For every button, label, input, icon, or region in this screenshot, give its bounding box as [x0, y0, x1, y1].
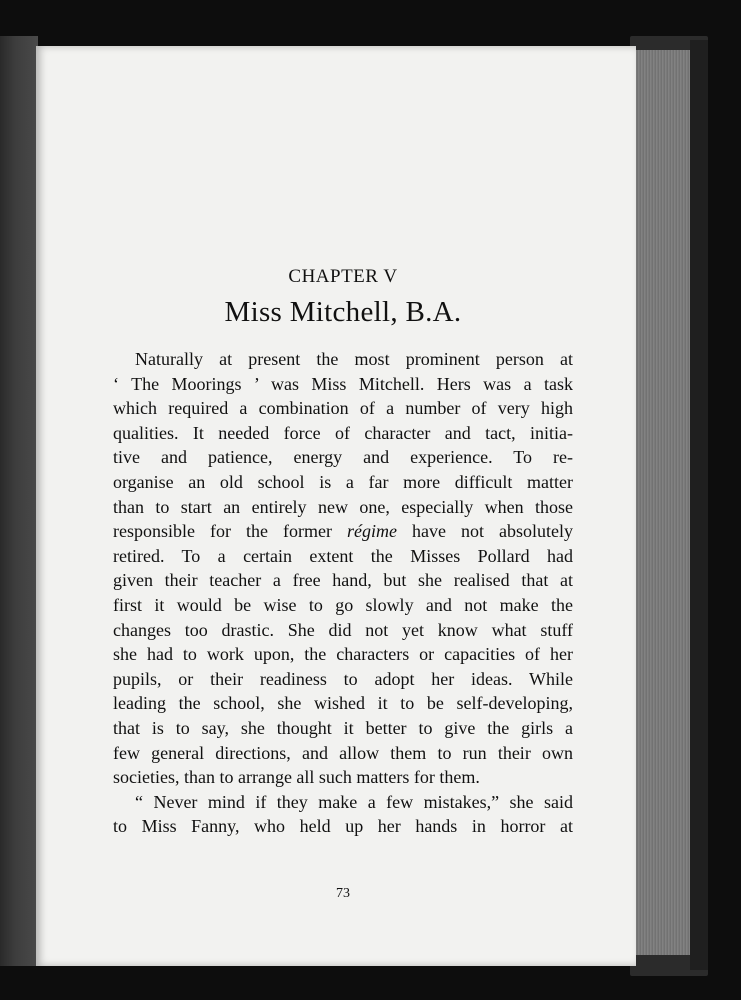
text-line: leading the school, she wished it to be self-developing,	[113, 693, 573, 714]
text-run: responsible for the former	[113, 521, 347, 542]
text-line: Naturally at present the most prominent person at	[135, 349, 573, 369]
text-line: changes too drastic. She did not yet know what stuff	[113, 619, 573, 640]
page-stack-edges	[632, 50, 692, 955]
page-text-block	[113, 266, 573, 901]
book-page	[36, 46, 636, 966]
chapter-title: Miss Mitchell, B.A.	[224, 296, 462, 328]
text-line: she had to work upon, the characters or capacities of her	[113, 644, 573, 665]
left-page-edge	[0, 36, 38, 966]
text-line: which required a combination of a number of very high	[113, 398, 573, 419]
text-line: than to start an entirely new one, especially when those	[113, 496, 573, 517]
text-line: that is to say, she thought it better to give the girls a	[113, 717, 573, 738]
text-line: tive and patience, energy and experience. To re-	[113, 447, 573, 468]
text-line: to Miss Fanny, who held up her hands in horror at	[113, 816, 573, 837]
body-text	[113, 347, 573, 839]
text-run: have not absolutely	[396, 521, 573, 542]
text-line: societies, than to arrange all such matters for them.	[113, 767, 480, 788]
chapter-label: CHAPTER V	[288, 266, 398, 287]
text-line: given their teacher a free hand, but she realised that at	[113, 570, 573, 591]
text-line: qualities. It needed force of character and tact, initia-	[113, 422, 573, 443]
text-line: first it would be wise to go slowly and not make the	[113, 594, 573, 615]
text-line: pupils, or their readiness to adopt her ideas. While	[113, 668, 573, 689]
italic-word: régime	[347, 521, 397, 542]
cover-shadow	[690, 40, 708, 970]
text-line	[113, 519, 573, 544]
text-line: organise an old school is a far more difficult matter	[113, 471, 573, 492]
text-line: ‘ The Moorings ’ was Miss Mitchell. Hers was a task	[113, 373, 573, 394]
page-number: 73	[336, 886, 350, 901]
text-line: “ Never mind if they make a few mistakes,” she said	[135, 791, 573, 812]
text-line: retired. To a certain extent the Misses Pollard had	[113, 545, 573, 566]
text-line: few general directions, and allow them to run their own	[113, 742, 573, 763]
